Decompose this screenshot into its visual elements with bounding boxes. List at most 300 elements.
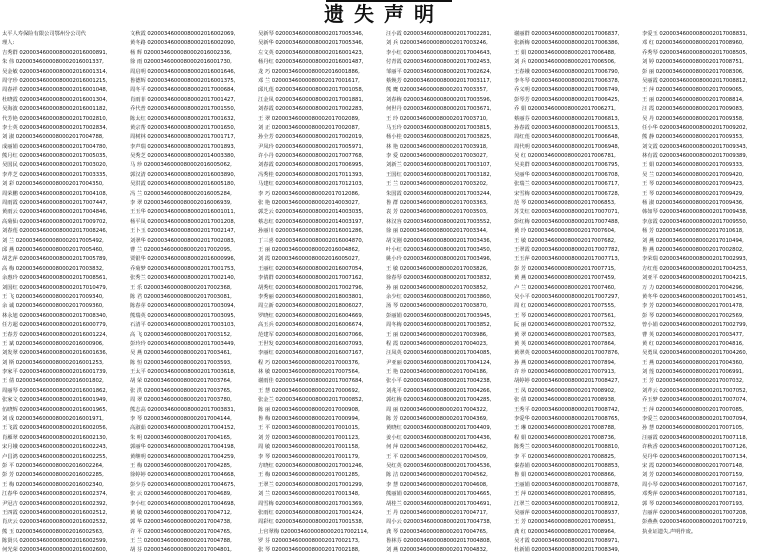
agent-entry: 刘春莲 02000346000080002017008246, (2, 228, 108, 235)
agent-entry: 冯 兰 02000346000080002016005284, (130, 190, 232, 197)
agent-entry: 龚 琴 02000346000080002017004765, (386, 528, 488, 535)
agent-entry: 吴勇凤 02000346000080002017004260, (642, 350, 748, 357)
agent-entry: 吴洪霞 02000346000080002016005180, (130, 181, 236, 188)
agent-entry: 李爱兰 02000346000080002017007094, (642, 416, 748, 423)
agent-entry: 林汉容 02000346000080002017003552, (386, 218, 492, 225)
agent-entry: 孙春霞 02000346000080002017006513, (514, 124, 620, 131)
agent-entry: 周 敏 02000346000080002017001158, (258, 444, 360, 451)
agent-entry: 李 爱 02000346000080002017003027, (386, 153, 488, 160)
agent-entry: 黄雨云 02000346000080002017004846, (2, 209, 108, 216)
agent-entry: 杜晓霞 02000346000080002016001304, (2, 96, 108, 103)
agent-entry: 王卜玉 02000346000080002017002147, (130, 228, 236, 235)
agent-entry: 朱国霞 02000346000080002017003244, (386, 190, 492, 197)
agent-entry: 刘 芳 02000346000080002017001123, (258, 434, 360, 441)
agent-entry: 罗晓红 02000346000080002016004669, (258, 312, 364, 319)
agent-entry: 吴丽霞 02000346000080002017008812, (642, 77, 748, 84)
agent-entry: 王 梅 02000346000080002016002340, (2, 481, 104, 488)
agent-entry: 彭琴芳 02000346000080002017006425, (514, 96, 620, 103)
agent-entry: 吴才霞 02000346000080002017008971, (514, 538, 620, 545)
agent-entry: 王 平 02000346000080002017004509, (386, 453, 488, 460)
agent-entry: 周守珍 02000346000080002016001215, (2, 77, 108, 84)
agent-entry: 肖雁翠 02000346000080002016002130, (2, 434, 108, 441)
agent-entry: 龙 巧 02000346000080002016001886, (258, 68, 360, 75)
agent-entry: 徐婷婷 02000346000080002017004668, (130, 472, 236, 479)
agent-entry: 李彦霞 02000346000080002017009550, (642, 218, 748, 225)
agent-entry: 卢昌鸿 02000346000080002016002255, (2, 453, 108, 460)
agent-entry: 邱 燕 02000346000080002017005460, (2, 246, 104, 253)
agent-entry: 王 芳 02000346000080002017007032, (642, 378, 744, 385)
agent-entry: 孙 丽 02000346000080002017003852, (386, 284, 488, 291)
agent-entry: 秦春娟 02000346000080002017008853, (514, 462, 620, 469)
agent-entry: 郭丽华 02000346000080002017004198, (130, 444, 236, 451)
agent-entry: 熊丽娟 02000346000080002017004665, (386, 491, 492, 498)
agent-entry: 伍晓辉 02000346000080002016001965, (2, 406, 108, 413)
agent-entry: 张 倩 02000346000080002017008938, (514, 397, 616, 404)
agent-entry: 陈春芽 02000346000080002017003094, (130, 303, 236, 310)
agent-entry: 李荣瑞 02000346000080002017002993, (642, 256, 748, 263)
agent-entry: 蔡志红 02000346000080002014003197, (258, 218, 364, 225)
agent-entry: 王秀平 02000346000080002017008742, (514, 406, 620, 413)
agent-entry: 鲁林芬 02000346000080002017004808, (386, 538, 492, 545)
agent-entry: 贾银华 02000346000080002016000996, (130, 256, 236, 263)
agent-entry: 吴 红 02000346000080002017006781, (514, 153, 616, 160)
agent-entry: 王丽娟 02000346000080002017008878, (514, 481, 620, 488)
agent-entry: 孙全芳 02000346000080002017002019, (258, 134, 364, 141)
agent-entry: 姜小红 02000346000080002017004436, (386, 434, 492, 441)
agent-entry: 彭 琴 02000346000080002017002569, (642, 312, 744, 319)
agent-entry: 陈 恒 02000346000080002017003593, (130, 359, 232, 366)
agent-entry: 周春祥 02000346000080002016001048, (2, 87, 108, 94)
agent-entry: 鲁 燕 02000346000080002017002802, (642, 246, 744, 253)
agent-entry: 郭汉清 02000346000080002016003890, (130, 171, 236, 178)
agent-entry: 刘 彩 02000346000080002017004350, (2, 181, 104, 188)
agent-entry: 余少红 02000346000080002017003860, (386, 293, 492, 300)
agent-entry: 李 巧 02000346000080002017012086, (258, 190, 360, 197)
agent-entry: 杨小桂 02000346000080002017003825, (386, 134, 492, 141)
agent-entry: 杨平凤 02000346000080002017001208, (130, 218, 236, 225)
agent-entry: 陈 君 02000346000080002017003081, (130, 293, 232, 300)
agent-entry: 刘新兰 02000346000080002017003107, (386, 162, 492, 169)
agent-entry: 王 娟 02000346000080002017009333, (642, 162, 744, 169)
agent-entry: 胡秀红 02000346000080002017002796, (258, 284, 364, 291)
agent-entry: 李 琴 02000346000080002017001179, (258, 453, 360, 460)
agent-entry: 邓 红 02000346000080002017008960, (642, 40, 744, 47)
agent-entry: 宋雪梅 02000346000080002017006728, (514, 190, 620, 197)
agent-entry: 黄 燕 02000346000080002017007459, (514, 275, 616, 282)
agent-entry: 王 丽 02000346000080002017003986, (386, 331, 488, 338)
agent-entry: 孙丽川 02000346000080002016001286, (258, 228, 364, 235)
agent-entry: 李倩群 02000346000080002017007162, (258, 275, 364, 282)
agent-entry: 李秀丽 02000346000080002018003801, (258, 293, 364, 300)
agent-entry: 周 红 02000346000080002017007555, (514, 303, 616, 310)
agent-entry: 彭玲玲 02000346000080002017003449, (130, 340, 236, 347)
agent-entry: 王 飞 02000346000080002017009340, (2, 293, 104, 300)
agent-entry: 任小华 02000346000080002017009202, (642, 124, 748, 131)
agent-entry: 黄翠英 02000346000080002017007876, (514, 350, 620, 357)
agent-entry: 彭 丽 02000346000080002017008306, (642, 68, 744, 75)
agent-entry: 吴金敏 02000346000080002016001314, (2, 68, 108, 75)
agent-entry: 万 力 02000346000080002017004296, (642, 284, 744, 291)
agent-entry: 陈贤兴 02000346000080002016002599, (2, 538, 108, 545)
column-6 (642, 30, 766, 556)
agent-entry: 胡婷婷 02000346000080002017008427, (514, 378, 620, 385)
agent-entry: 李家平 02000346000080002016001739, (2, 369, 108, 376)
agent-entry: 张 云 02000346000080002017004689, (130, 491, 232, 498)
agent-entry: 尹凤玲 02000346000080002017005971, (258, 143, 364, 150)
agent-entry: 乔玉梦 02000346000080002017007074, (642, 397, 748, 404)
agent-entry: 王 萍 02000346000080002017009065, (642, 87, 744, 94)
agent-entry: 张金兰 02000346000080002017000852, (258, 397, 364, 404)
agent-entry: 王 凤 02000346000080002017008902, (514, 387, 616, 394)
agent-entry: 王 玲 02000346000080002017003710, (386, 115, 488, 122)
agent-entry: 高 梅 02000346000080002017003832, (2, 265, 104, 272)
agent-entry: 杨丹红 02000346000080002016001487, (258, 59, 364, 66)
agent-entry: 李小红 02000346000080002017004643, (386, 49, 492, 56)
agent-entry: 韩如琴 02000346000080002017009438, (642, 209, 748, 216)
agent-entry: 李芹芝 02000346000080002017003335, (2, 171, 108, 178)
agent-entry: 高淑茹 02000346000080002017004152, (130, 425, 236, 432)
column-5 (514, 30, 638, 556)
agent-entry: 王 兰 02000346000080002017003202, (386, 181, 488, 188)
agent-entry: 蔡焕芳 02000346000080002017003117, (386, 77, 492, 84)
agent-entry: 吴 丹 02000346000080002017009358, (642, 115, 744, 122)
agent-entry: 吴丽萍 02000346000080002017008937, (514, 509, 620, 516)
agent-entry: 李 翠 02000346000080002016006939, (130, 200, 232, 207)
agent-entry: 吴小平 02000346000080002017007297, (514, 293, 620, 300)
agent-entry: 李声瑞 02000346000080002017001893, (130, 143, 236, 150)
agent-entry: 熊月红 02000346000080002017005035, (2, 153, 108, 160)
agent-entry: 任方超 02000346000080002016000779, (2, 322, 108, 329)
agent-entry: 王 敏 02000346000080002017003826, (386, 265, 488, 272)
agent-entry: 张 琴 02000346000080002017002188, (258, 547, 360, 554)
notice-columns (2, 30, 766, 554)
agent-entry: 卢 兰 02000346000080002017007460, (514, 284, 616, 291)
agent-entry: 乔义明 02000346000080002017006749, (514, 87, 620, 94)
agent-entry: 黄继明 02000346000080002017004259, (130, 453, 236, 460)
agent-entry: 王玉华 02000346000080002016001011, (130, 209, 236, 216)
agent-entry: 理人: (2, 40, 15, 47)
agent-entry: 杜新娟 02000346000080002017008349, (514, 547, 620, 554)
agent-entry: 王 芳 02000346000080002017008951, (514, 519, 616, 526)
agent-entry: 李丽红 02000346000080002016007167, (258, 350, 364, 357)
agent-entry: 王 翠 02000346000080002017002089, (258, 115, 360, 122)
agent-entry: 江金凤 02000346000080002017001881, (258, 96, 364, 103)
agent-entry: 胡 荣 02000346000080002017003764, (130, 378, 232, 385)
agent-entry: 何光荣 02000346000080002016002600, (2, 547, 108, 554)
agent-entry: 吴新华 02000346000080002017005346, (258, 40, 364, 47)
agent-entry: 彭燕燕 02000346000080002017007219, (642, 519, 748, 526)
agent-entry: 刘 婷 02000346000080002017008751, (642, 59, 744, 66)
agent-entry: 周小云 02000346000080002017004738, (386, 519, 492, 526)
agent-entry: 王 乐 02000346000080002017002368, (130, 284, 232, 291)
agent-entry: 王 琴 02000346000080002017009429, (642, 190, 744, 197)
agent-entry: 熊 鹰 02000346000080002017003357, (386, 87, 488, 94)
agent-entry: 李爱华 02000346000080002017008765, (514, 416, 620, 423)
agent-entry: 熊瑞英 02000346000080002017003095, (130, 312, 236, 319)
agent-entry: 王 娟 02000346000080002017006488, (514, 49, 616, 56)
agent-entry: 王国红 02000346000080002017003182, (386, 171, 492, 178)
agent-entry: 刘春霞 02000346000080002017002283, (258, 106, 364, 113)
notice-title: 遗失声明 (324, 2, 444, 26)
agent-entry: 黄宗帮 02000346000080002017001650, (130, 124, 236, 131)
agent-entry: 彭 芳 02000346000080002016002285, (2, 472, 104, 479)
agent-entry: 杨 淑 02000346000080002017009436, (642, 200, 744, 207)
agent-entry: 王 梅 02000346000080002017001285, (258, 472, 360, 479)
agent-entry: 郭 华 02000346000080002017004738, (130, 519, 232, 526)
agent-entry: 胡桂兰 02000346000080002017004691, (386, 500, 492, 507)
agent-entry: 刘春霞 02000346000080002017006995, (258, 162, 364, 169)
agent-entry: 吴丽华 02000346000080002017006708, (514, 171, 620, 178)
agent-entry: 王 兰 02000346000080002017004788, (130, 538, 232, 545)
agent-entry: 王 艳 02000346000080002017004186, (386, 369, 488, 376)
agent-entry: 王 斌 02000346000080002016000906, (2, 340, 104, 347)
agent-entry: 林 敏 02000346000080002017007564, (258, 369, 360, 376)
agent-entry: 林有霞 02000346000080002017009389, (642, 153, 748, 160)
agent-entry: 鲁 群 02000346000080002017003363, (386, 200, 488, 207)
agent-entry: 吴新琴 02000346000080002017005346, (258, 31, 364, 37)
agent-entry: 吴秀芝 02000346000080002014003380, (130, 153, 236, 160)
agent-entry: 林永旭 02000346000080002017008340, (2, 312, 108, 319)
agent-entry: 张家文 02000346000080002016001949, (2, 397, 108, 404)
agent-entry: 左文英 02000346000080002016001423, (258, 49, 364, 56)
agent-entry: 王 琴 02000346000080002017009423, (642, 181, 744, 188)
agent-entry: 周冬梅 02000346000080002017003852, (386, 322, 492, 329)
agent-entry: 郭红梅 02000346000080002017004285, (386, 397, 492, 404)
agent-entry: 高 飞 02000346000080002017003152, (130, 331, 232, 338)
agent-entry: 陈秀兰 02000346000080002017008810, (514, 444, 620, 451)
agent-entry: 彭丽娟 02000346000080002017003945, (386, 312, 492, 319)
agent-entry: 执业证遗失,声明作废。 (642, 528, 697, 535)
agent-entry: 徐春琴 02000346000080002017003832, (386, 275, 492, 282)
agent-entry: 黄 玲 02000346000080002017007604, (514, 228, 616, 235)
agent-entry: 李 平 02000346000080002017008825, (514, 453, 616, 460)
agent-entry: 许 平 02000346000080002017004765, (130, 528, 232, 535)
agent-entry: 余惠玲 02000346000080002017008561, (2, 275, 108, 282)
agent-entry: 张 艳 02000346000080002014003027, (258, 200, 360, 207)
agent-entry: 高玉兵 02000346000080002016006674, (258, 322, 364, 329)
agent-entry: 周小琴 02000346000080002017007167, (642, 481, 748, 488)
agent-entry: 乔菊梦 02000346000080002017001753, (130, 265, 236, 272)
agent-entry: 黄冬华 02000346000080002017001451, (642, 293, 748, 300)
agent-entry: 王 倩 02000346000080002016001802, (2, 378, 104, 385)
agent-entry: 范建军 02000346000080002016007066, (258, 331, 364, 338)
agent-entry: 曹 英 02000346000080002017003477, (642, 331, 744, 338)
agent-entry: 上官翠梅 02000346000080002017002114, (258, 528, 369, 535)
agent-entry: 许 珍 02000346000080002017007913, (514, 369, 616, 376)
agent-entry: 王飞霞 02000346000080002016002056, (2, 425, 108, 432)
agent-entry: 马 珍 02000346000080002016005062, (130, 162, 232, 169)
agent-entry: 周树林 02000346000080002017001717, (130, 134, 236, 141)
agent-entry: 王 萍 02000346000080002017007085, (642, 406, 744, 413)
agent-entry: 袁 芳 02000346000080002017003503, (386, 209, 488, 216)
agent-entry: 朱 伟 02000346000080002016001337, (2, 59, 104, 66)
agent-entry: 程 娟 02000346000080002017008736, (514, 434, 616, 441)
agent-entry: 郭芝云 02000346000080002014003035, (258, 209, 364, 216)
agent-entry: 刘 兵 02000346000080002017003246, (386, 40, 488, 47)
agent-entry: 乔 娟 02000346000080002017006271, (514, 106, 616, 113)
agent-entry: 张 洪 02000346000080002017003765, (130, 387, 232, 394)
agent-entry: 黄晓红 02000346000080002017004409, (386, 425, 492, 432)
agent-entry: 刘 斯 02000346000080002016001253, (2, 359, 104, 366)
agent-entry: 熊 静 02000346000080002017009353, (642, 134, 744, 141)
agent-entry: 刘文霞 02000346000080002017009343, (642, 143, 748, 150)
agent-entry: 付青霞 02000346000080002017002453, (386, 59, 492, 66)
agent-entry: 周 丽 02000346000080002017004322, (386, 406, 488, 413)
agent-entry: 刘 燕 02000346000080002017004832, (386, 547, 488, 554)
agent-entry: 吴 燕 02000346000080002017003461, (130, 350, 232, 357)
agent-entry: 吉秀群 02000346000080002016000891, (2, 49, 108, 56)
agent-entry: 王 慧 02000346000080002017000692, (258, 387, 360, 394)
agent-entry: 刘 霞 02000346000080002016005027, (258, 256, 360, 263)
agent-entry: 王四霞 02000346000080002016002512, (2, 509, 108, 516)
agent-entry: 周 翠 02000346000080002017003780, (130, 397, 232, 404)
agent-entry: 郭 琴 02000346000080002017007193, (642, 500, 744, 507)
column-3 (258, 30, 382, 556)
agent-entry: 尹亚丽 02000346000080002017004124, (386, 359, 492, 366)
agent-entry: 徐 雨 02000346000080002016001730, (130, 59, 232, 66)
agent-entry: 鲁 娟 02000346000080002017008866, (514, 472, 616, 479)
agent-entry: 陈 芳 02000346000080002017004369, (386, 416, 488, 423)
agent-entry: 宋 霞 02000346000080002017007148, (642, 462, 744, 469)
agent-entry: 王 梅 02000346000080002017004285, (130, 462, 232, 469)
agent-entry: 周丽琴 02000346000080002016001862, (2, 387, 108, 394)
agent-entry: 汤 琴 02000346000080002017003870, (386, 303, 488, 310)
agent-entry: 吴 兰 02000346000080002017009420, (642, 171, 744, 178)
agent-entry: 王世发 02000346000080002016007093, (258, 340, 364, 347)
agent-entry: 张小平 02000346000080002017004238, (386, 378, 492, 385)
agent-entry: 李 慧 02000346000080002017004608, (386, 481, 488, 488)
agent-entry: 许秋香 02000346000080002017007126, (642, 444, 748, 451)
column-2 (130, 30, 254, 556)
agent-entry: 彭 芳 02000346000080002017007715, (514, 265, 616, 272)
agent-entry: 王春娥 02000346000080002017006790, (514, 68, 620, 75)
agent-entry: 刘 兵 02000346000080002017006506, (514, 59, 616, 66)
agent-entry: 汪小霞 02000346000080002017002281, (386, 31, 492, 37)
agent-entry: 姚小玲 02000346000080002017003496, (386, 256, 492, 263)
agent-entry: 王 萍 02000346000080002017008895, (514, 491, 616, 498)
agent-entry: 刘 莲 02000346000080002017006991, (642, 369, 744, 376)
agent-entry: 熊 玉 02000346000080002016002563, (2, 528, 104, 535)
agent-entry: 刘国红 02000346000080002017010479, (2, 284, 108, 291)
agent-entry: 黄 敏 02000346000080002017004712, (130, 509, 232, 516)
agent-entry: 太平人寿保险有限公司鄂州分公司代 (2, 31, 86, 37)
agent-entry: 李小红 02000346000080002017004698, (130, 500, 236, 507)
agent-entry: 王 琴 02000346000080002017007561, (514, 312, 616, 319)
agent-entry: 吴国民 02000346000080002017003020, (2, 162, 108, 169)
agent-entry: 江翠兰 02000346000080002017008912, (514, 500, 620, 507)
agent-entry: 周代明 02000346000080002017006948, (514, 143, 620, 150)
agent-entry: 张秀兰 02000346000080002017002140, (130, 275, 236, 282)
agent-entry: 黄 翠 02000346000080002017007583, (514, 331, 616, 338)
agent-entry: 徐 丽 02000346000080002017003344, (386, 228, 488, 235)
agent-entry: 肖雨菲 02000346000080002017001427, (130, 96, 236, 103)
agent-entry: 周立新 02000346000080002018006027, (258, 303, 364, 310)
agent-entry: 王玉萍 02000346000080002017007713, (514, 256, 620, 263)
column-4 (386, 30, 510, 556)
agent-entry: 杨 辉 02000346000080002016002336, (130, 49, 232, 56)
column-1 (2, 30, 126, 556)
agent-entry: 张新梅 02000346000080002017006386, (514, 40, 620, 47)
agent-entry: 成丽娟 02000346000080002017004780, (2, 143, 108, 150)
agent-entry: 曹 兰 02000346000080002017002095, (130, 246, 232, 253)
agent-entry: 叶小红 02000346000080002017003450, (386, 246, 492, 253)
agent-entry: 周红莲 02000346000080002017006648, (514, 134, 620, 141)
agent-entry: 蔡丽芬 02000346000080002017006813, (514, 115, 620, 122)
agent-entry: 鲁德辉 02000346000080002016001375, (130, 77, 236, 84)
agent-entry: 刘 成 02000346000080002016001971, (2, 416, 104, 423)
agent-entry: 李士英 02000346000080002017002834, (2, 124, 108, 131)
agent-entry: 王 丹 02000346000080002017004717, (386, 509, 488, 516)
agent-entry: 王翠兰 02000346000080002017001299, (258, 481, 364, 488)
agent-entry: 刘芹云 02000346000080002017007052, (642, 387, 748, 394)
agent-entry: 彭 平 02000346000080002016002264, (2, 462, 104, 469)
agent-entry: 刘 燕 02000346000080002017010494, (642, 237, 744, 244)
agent-entry: 黄冬路 02000346000080002016002090, (130, 40, 236, 47)
agent-entry: 王太平 02000346000080002017003618, (130, 369, 236, 376)
agent-entry: 王 燕 02000346000080002017004360, (642, 359, 744, 366)
agent-entry: 罗 芬 02000346000080002017002173, (258, 538, 360, 545)
agent-entry: 阮 丽 02000346000080002017007532, (514, 322, 616, 329)
agent-entry: 邱凡莲 02000346000080002017001058, (258, 87, 364, 94)
agent-entry: 何 萍 02000346000080002017004462, (386, 444, 488, 451)
agent-entry: 代芳艳 02000346000080002017002810, (2, 115, 108, 122)
agent-entry: 文秋霞 02000346000080002016002069, (130, 31, 236, 37)
agent-entry: 吴美群 02000346000080002017006795, (514, 162, 620, 169)
agent-entry: 杨 芳 02000346000080002017010618, (642, 228, 744, 235)
agent-entry: 刘春梅 02000346000080002017003596, (386, 96, 492, 103)
agent-entry: 刘 淑 02000346000080002017004788, (2, 134, 104, 141)
agent-entry: 汪丽霞 02000346000080002017007118, (642, 434, 748, 441)
agent-entry: 余 诚 02000346000080002017009360, (2, 303, 104, 310)
agent-entry: 熊志高 02000346000080002017003831, (130, 406, 236, 413)
agent-entry: 李爱玉 02000346000080002017008831, (642, 31, 748, 37)
agent-entry: 李 芳 02000346000080002017001478, (642, 303, 744, 310)
agent-entry: 刘兆平 02000346000080002017004266, (386, 387, 492, 394)
agent-entry: 方晓红 02000346000080002017001246, (258, 462, 364, 469)
agent-entry: 吴海波 02000346000080002016001182, (2, 106, 108, 113)
agent-entry: 乔秀琴 02000346000080002017008505, (642, 49, 748, 56)
agent-entry: 许小丹 02000346000080002017007768, (258, 153, 364, 160)
agent-entry: 马建红 02000346000080002017012103, (258, 181, 364, 188)
agent-entry: 胡 芬 02000346000080002017004801, (130, 547, 232, 554)
agent-entry: 王丽红 02000346000080002016007054, (258, 265, 364, 272)
agent-entry: 刘 兰 02000346000080002017001348, (258, 491, 360, 498)
agent-entry: 宋月娥 02000346000080002016002243, (2, 444, 108, 451)
agent-entry: 周启明 02000346000080002016001646, (130, 68, 236, 75)
agent-entry: 王 丽 02000346000080002016004862, (258, 246, 360, 253)
agent-entry: 李冬琴 02000346000080002017006378, (514, 77, 620, 84)
agent-entry: 孙 燕 02000346000080002017007894, (514, 359, 616, 366)
agent-entry: 陈 洁 02000346000080002017004562, (386, 472, 488, 479)
agent-entry: 胡文刚 02000346000080002017003436, (386, 237, 492, 244)
agent-entry: 程 霞 02000346000080002017004023, (386, 340, 488, 347)
agent-entry: 马玉玲 02000346000080002017003815, (386, 124, 492, 131)
agent-entry: 王 敏 02000346000080002017007682, (514, 237, 616, 244)
agent-entry: 汪凤英 02000346000080002017004085, (386, 350, 492, 357)
agent-entry: 陈太红 02000346000080002017001632, (130, 115, 236, 122)
agent-entry: 邓秀萍 02000346000080002017007181, (642, 491, 748, 498)
agent-entry: 王翠霞 02000346000080002017007782, (514, 246, 620, 253)
agent-entry: 刘 兰 02000346000080002017005492, (2, 237, 104, 244)
agent-entry: 吴红英 02000346000080002017004536, (386, 462, 492, 469)
agent-entry: 冯秀桂 02000346000080002017011393, (258, 171, 364, 178)
agent-entry: 刘 正 02000346000080002017002087, (258, 124, 360, 131)
agent-entry: 陈 丽 02000346000080002017000908, (258, 406, 360, 413)
agent-entry: 吴丹华 02000346000080002017007134, (642, 453, 748, 460)
agent-entry: 刘发翠 02000346000080002016001636, (2, 350, 108, 357)
agent-entry: 孙 慧 02000346000080002017007105, (642, 425, 744, 432)
agent-entry: 高菊仙 02000346000080002017009702, (2, 218, 108, 225)
